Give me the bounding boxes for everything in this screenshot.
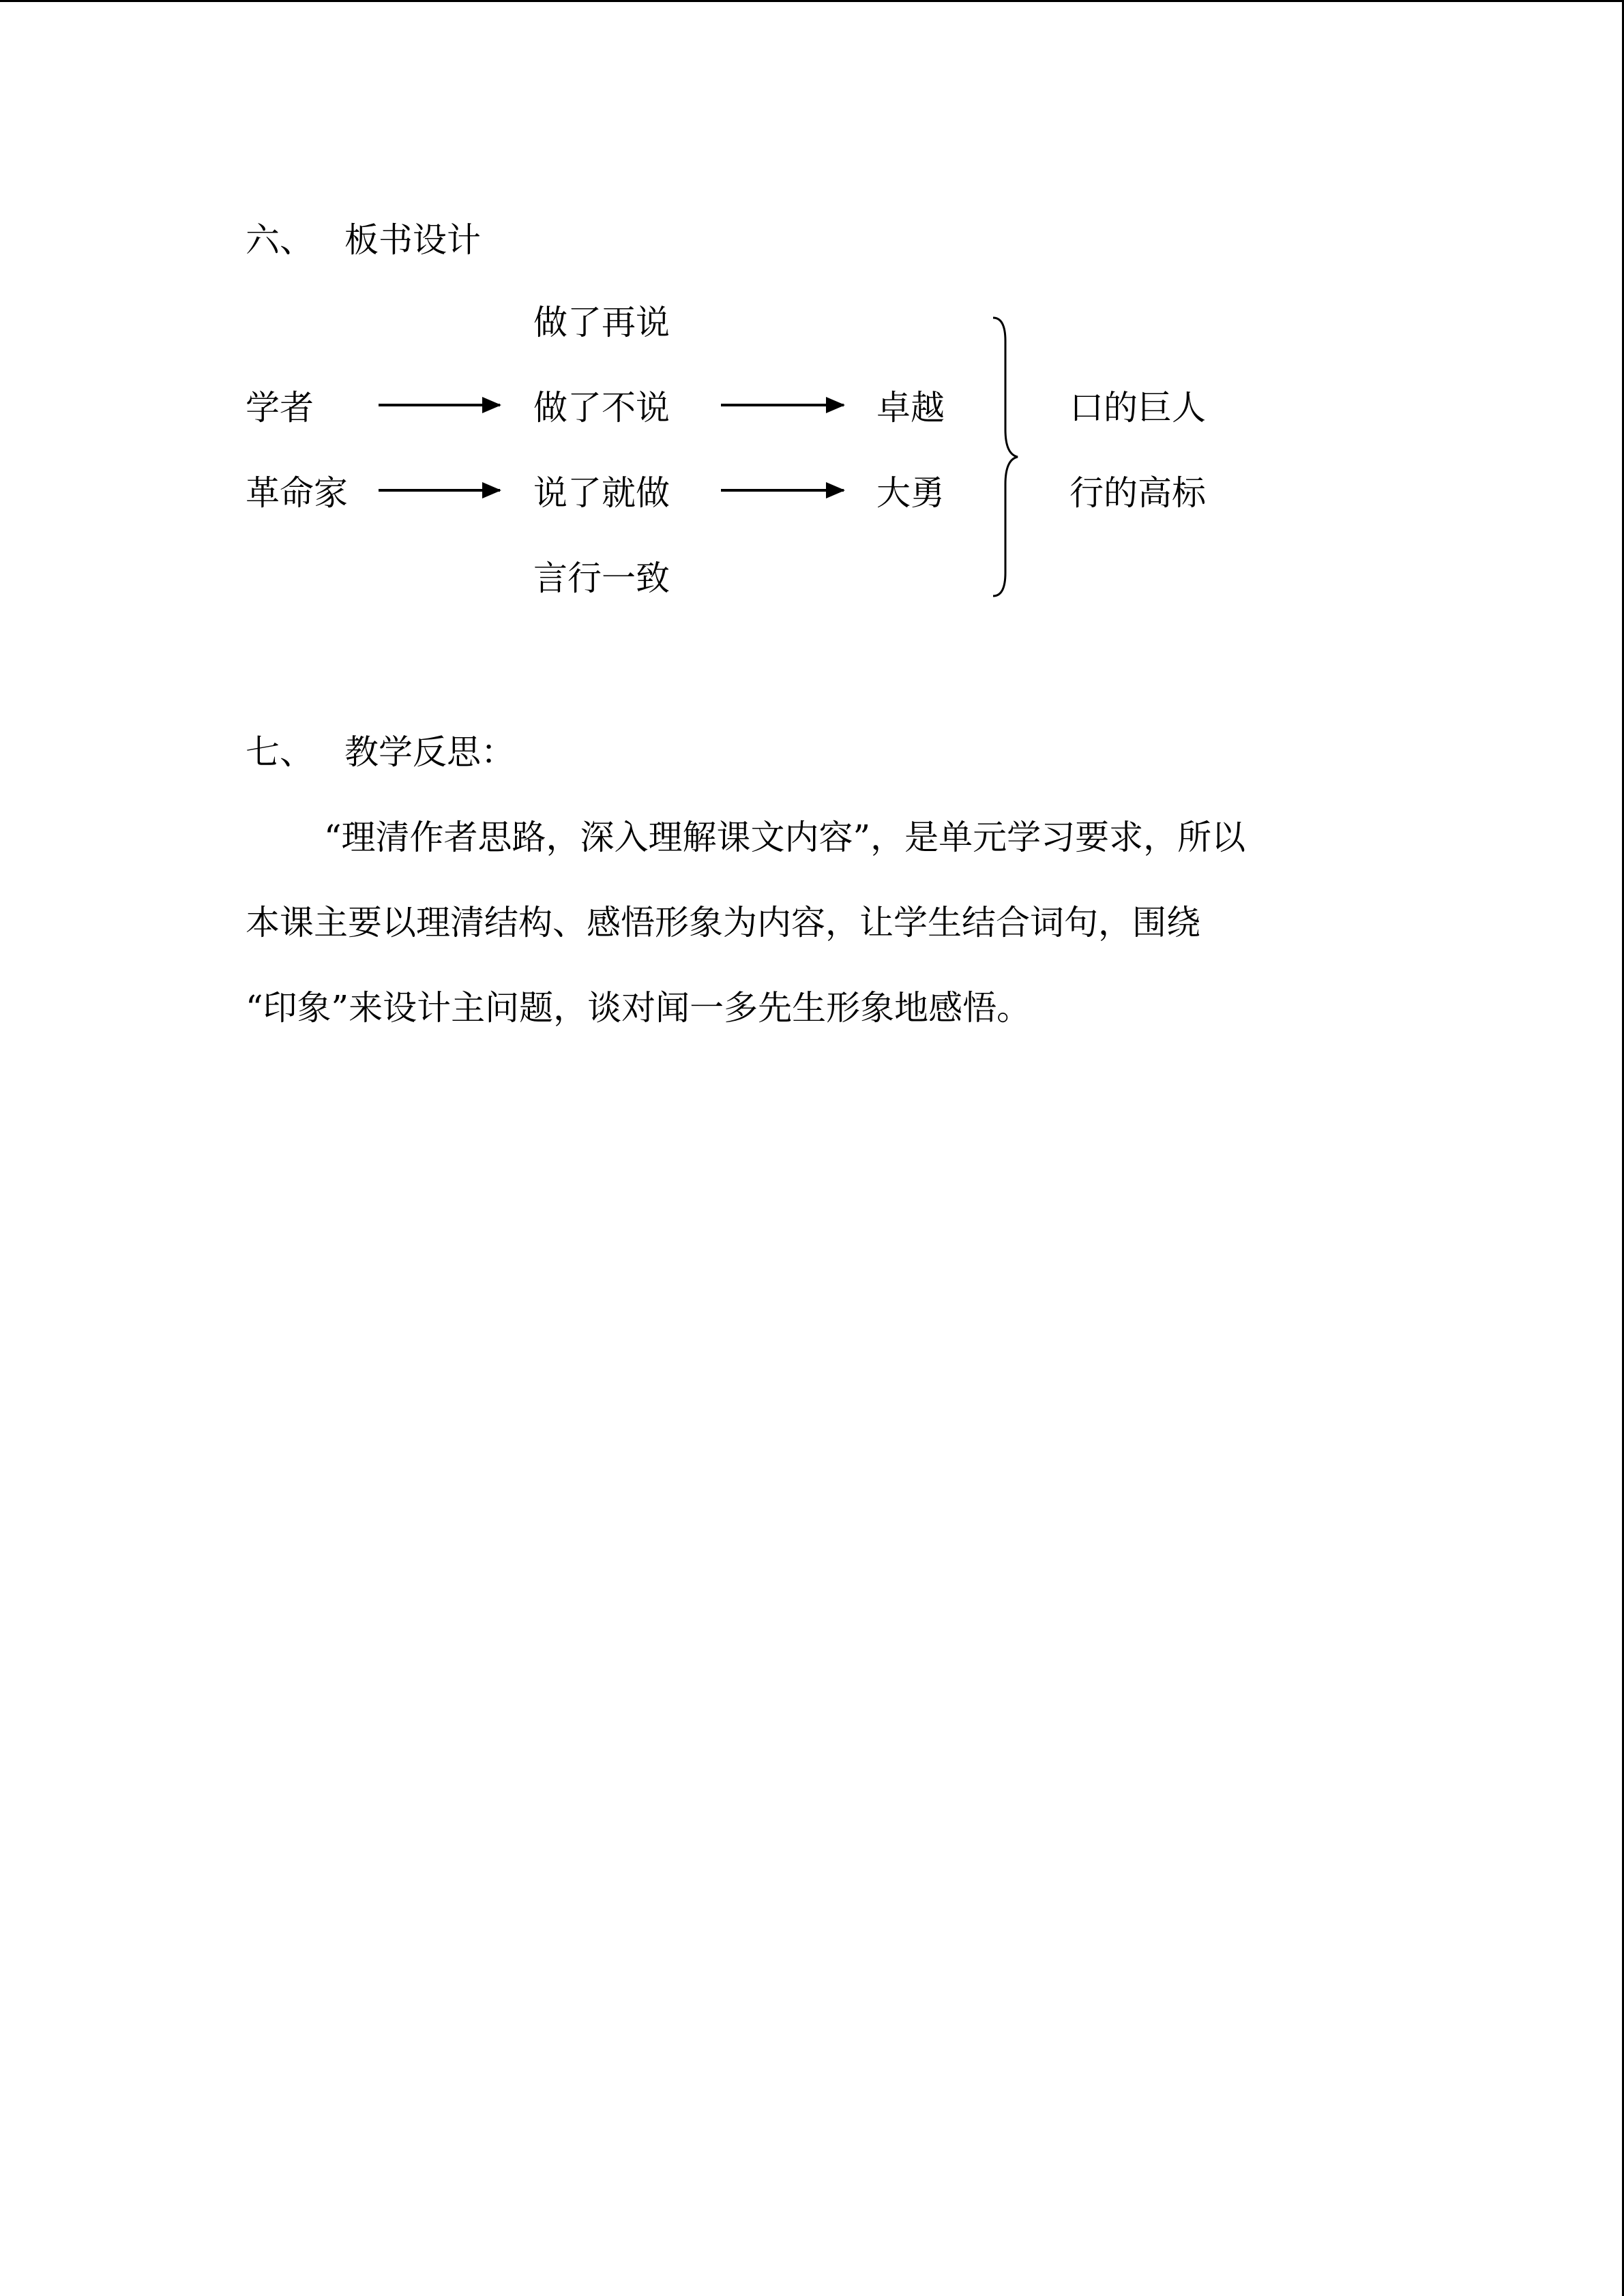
arrow-right-icon — [379, 404, 500, 406]
right-brace-icon — [982, 314, 1023, 600]
board-middle-line-3: 说了就做 — [533, 473, 670, 513]
reflection-line-3: “印象”来设计主问题，谈对闻一多先生形象地感悟。 — [246, 988, 1031, 1028]
arrow-right-icon — [721, 404, 844, 406]
board-left-scholar: 学者 — [246, 388, 314, 428]
section-6-number: 六、 — [246, 220, 314, 260]
board-right-courage: 大勇 — [876, 473, 945, 513]
reflection-line-1: “理清作者思路，深入理解课文内容”，是单元学习要求，所以 — [324, 818, 1246, 857]
board-middle-line-2: 做了不说 — [533, 388, 670, 428]
board-summary-line-1: 口的巨人 — [1069, 388, 1206, 428]
arrow-right-icon — [379, 489, 500, 492]
section-7-number: 七、 — [246, 732, 314, 772]
section-7-title: 教学反思： — [344, 732, 515, 772]
arrow-right-icon — [721, 489, 844, 492]
board-middle-line-1: 做了再说 — [533, 303, 670, 342]
board-right-eminent: 卓越 — [876, 388, 945, 428]
section-6-title: 板书设计 — [344, 220, 481, 260]
board-middle-line-4: 言行一致 — [533, 558, 670, 598]
page-top-border — [0, 0, 1624, 2]
reflection-line-2: 本课主要以理清结构、感悟形象为内容，让学生结合词句，围绕 — [246, 903, 1200, 942]
board-summary-line-2: 行的高标 — [1069, 473, 1206, 513]
board-left-revolutionary: 革命家 — [246, 473, 348, 513]
